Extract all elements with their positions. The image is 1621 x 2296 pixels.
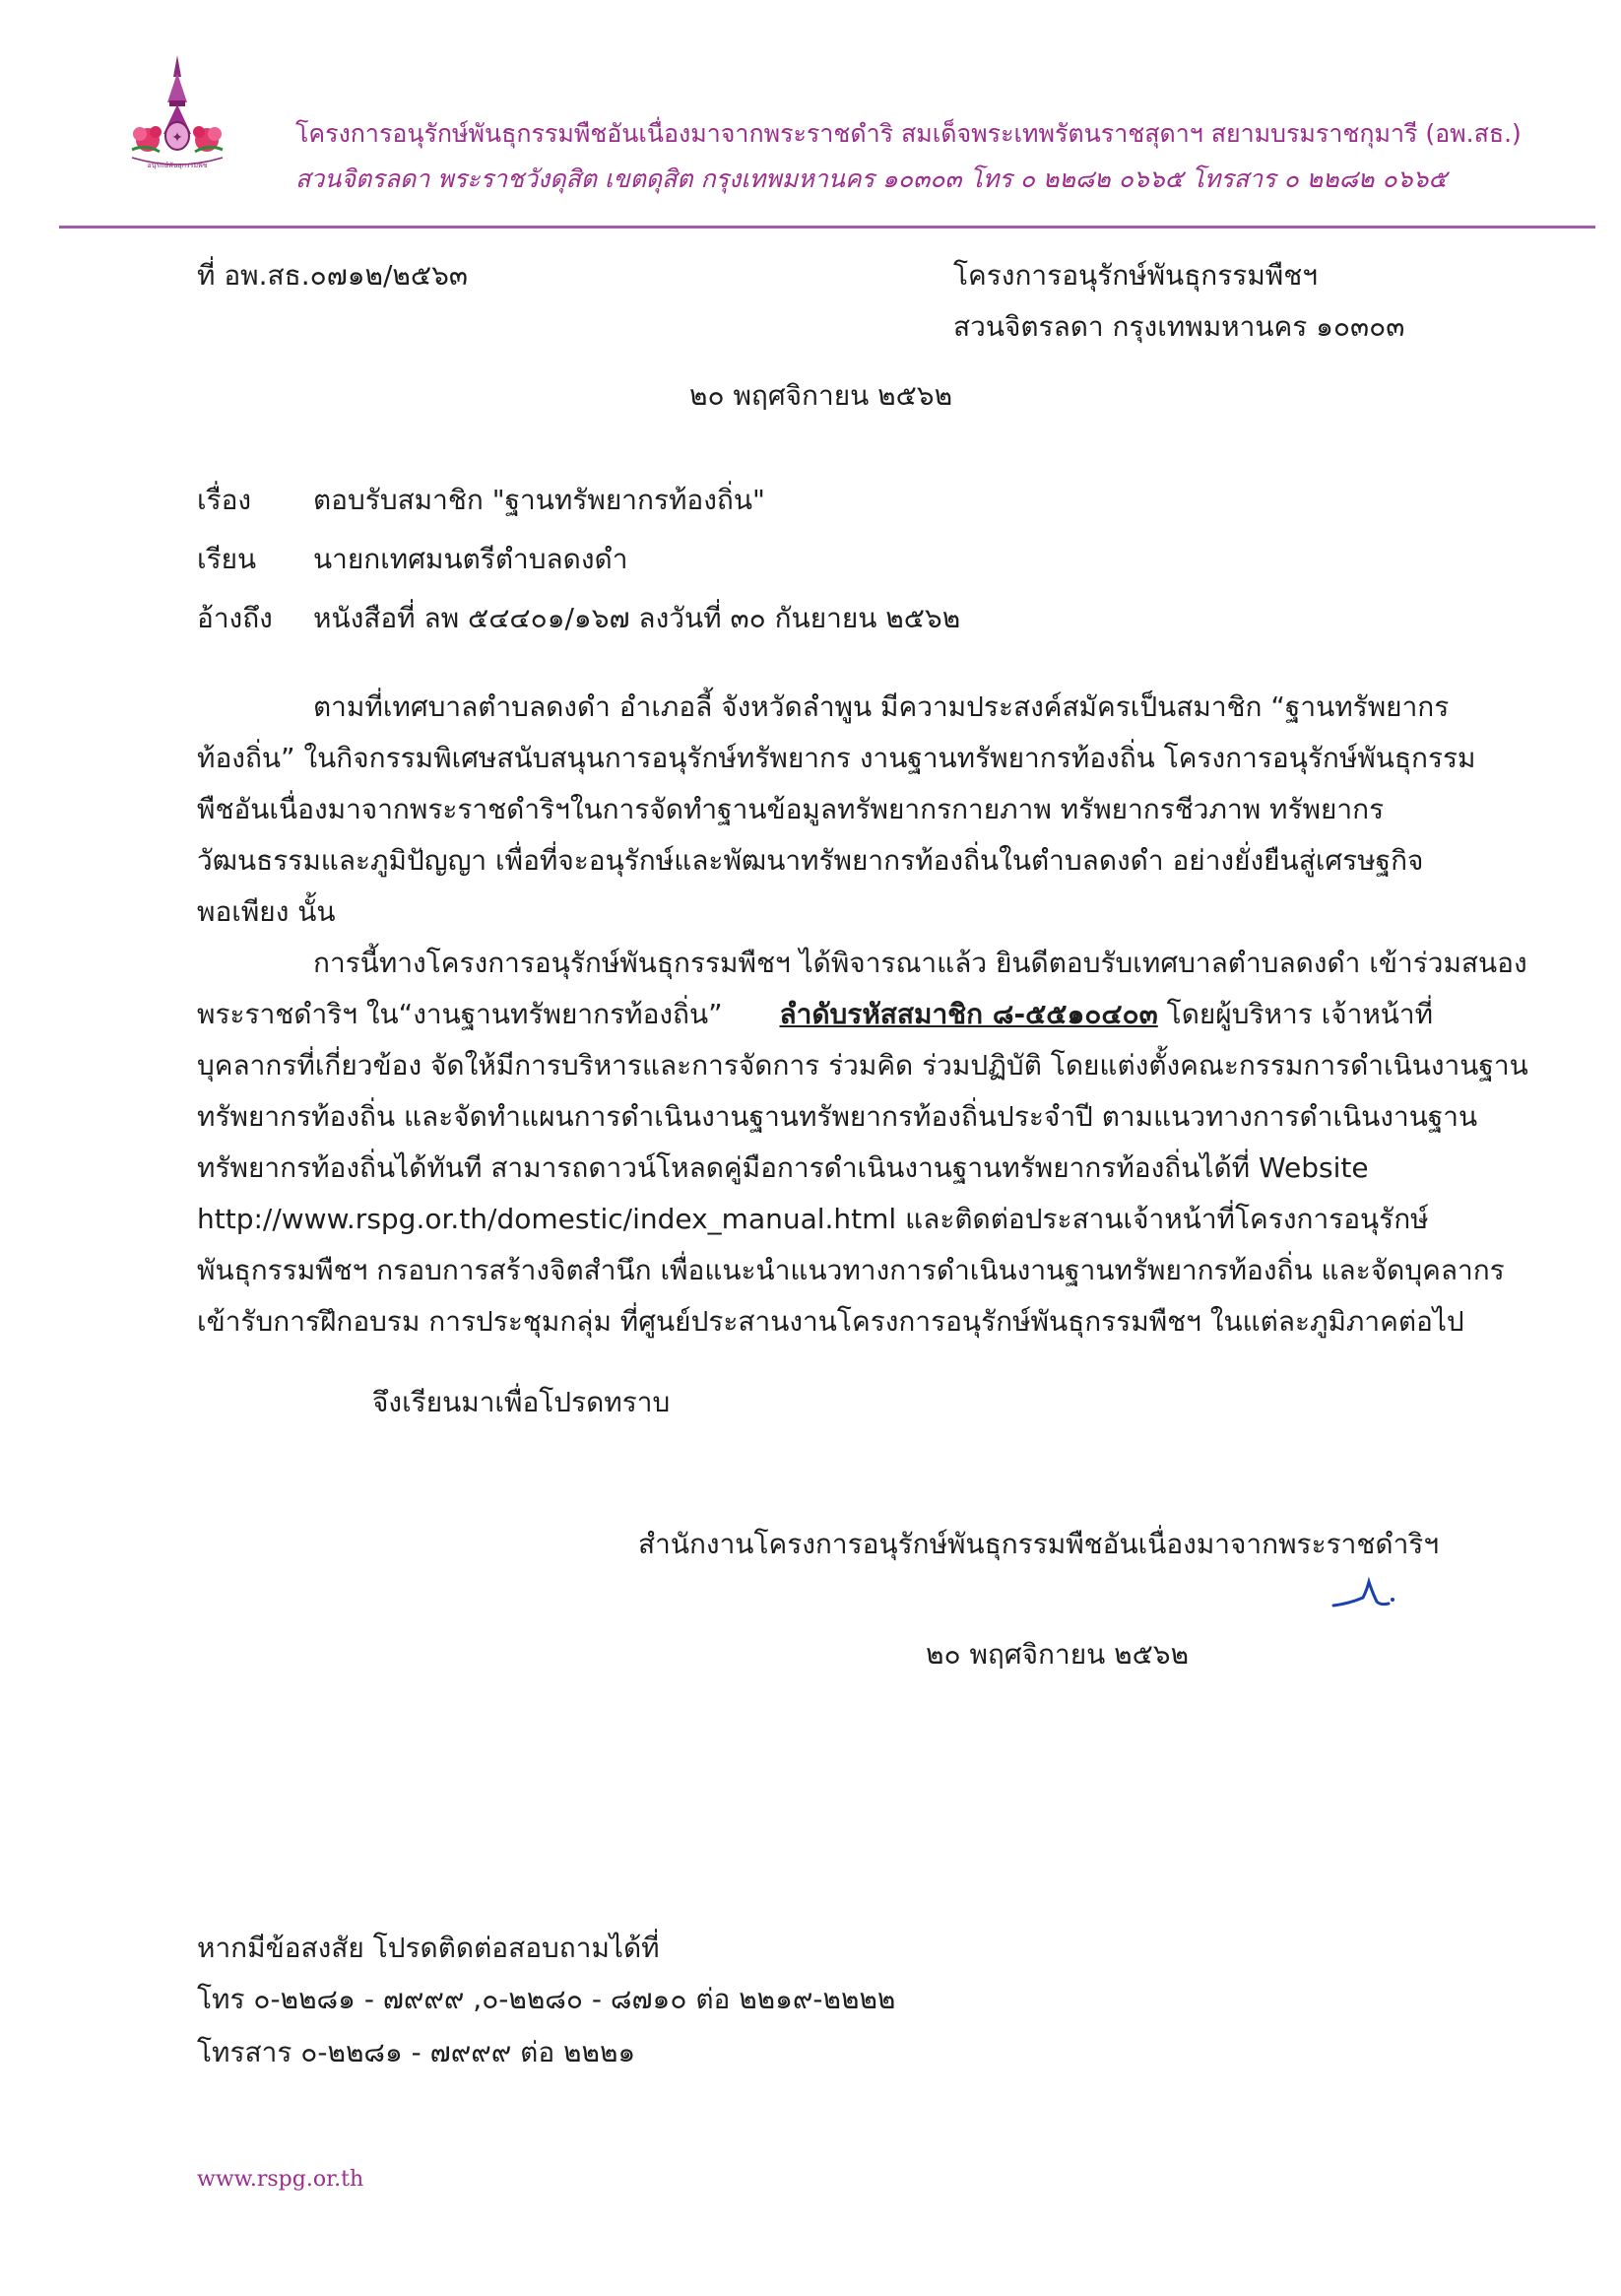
signature-date: ๒๐ พฤศจิกายน ๒๕๖๒ [926,1638,1190,1671]
para2-line [197,997,1433,1032]
contact-note: หากมีข้อสงสัย โปรดติดต่อสอบถามได้ที่ [197,1932,660,1964]
handwritten-signature [1329,1576,1398,1615]
para2-segment: โดยผู้บริหาร เจ้าหน้าที่ [1166,998,1434,1030]
contact-fax: โทรสาร ๐-๒๒๘๑ - ๗๙๙๙ ต่อ ๒๒๒๑ [197,2036,636,2068]
subject-text: ตอบรับสมาชิก "ฐานทรัพยากรท้องถิ่น" [313,484,765,516]
reference-number: ที่ อพ.สธ.๐๗๑๒/๒๕๖๓ [197,259,468,292]
recipient-text: นายกเทศมนตรีตำบลดงดำ [313,543,628,575]
recipient-label: เรียน [197,543,257,575]
para2-line: การนี้ทางโครงการอนุรักษ์พันธุกรรมพืชฯ ได้พิจารณาแล้ว ยินดีตอบรับเทศบาลตำบลดงดำ เข้าร่วมสนอง [313,947,1527,979]
signature-office: สำนักงานโครงการอนุรักษ์พันธุกรรมพืชอันเนื่องมาจากพระราชดำริฯ [638,1528,1440,1560]
para2-line: บุคลากรที่เกี่ยวข้อง จัดให้มีการบริหารและการจัดการ ร่วมคิด ร่วมปฏิบัติ โดยแต่งตั้งคณะกรรมการดำเนินงานฐาน [197,1049,1528,1082]
para2-line: ทรัพยากรท้องถิ่นได้ทันที สามารถดาวน์โหลดคู่มือการดำเนินงานฐานทรัพยากรท้องถิ่นได้ที่ Website [197,1151,1369,1184]
contact-phone: โทร ๐-๒๒๘๑ - ๗๙๙๙ ,๐-๒๒๘๐ - ๘๗๑๐ ต่อ ๒๒๑๙-๒๒๒๒ [197,1983,896,2015]
para1-line: พอเพียง นั้น [197,895,336,928]
reference-label: อ้างถึง [197,602,273,634]
letter-date: ๒๐ พฤศจิกายน ๒๕๖๒ [689,379,953,412]
para1-line: พืชอันเนื่องมาจากพระราชดำริฯในการจัดทำฐานข้อมูลทรัพยากรกายภาพ ทรัพยากรชีวภาพ ทรัพยากร [197,793,1385,825]
manual-link-line[interactable]: http://www.rspg.or.th/domestic/index_manual.html และติดต่อประสานเจ้าหน้าที่โครงการอนุรักษ์ [197,1203,1429,1235]
para2-line: ทรัพยากรท้องถิ่น และจัดทำแผนการดำเนินงานฐานทรัพยากรท้องถิ่นประจำปี ตามแนวทางการดำเนินงานฐาน [197,1100,1478,1133]
para1-line: ตามที่เทศบาลตำบลดงดำ อำเภอลี้ จังหวัดลำพูน มีความประสงค์สมัครเป็นสมาชิก “ฐานทรัพยากร [313,690,1450,723]
para1-line: ท้องถิ่น” ในกิจกรรมพิเศษสนับสนุนการอนุรักษ์ทรัพยากร งานฐานทรัพยากรท้องถิ่น โครงการอนุรักษ์พันธุกรรม [197,742,1476,774]
footer-website-link[interactable]: www.rspg.or.th [197,2167,364,2192]
closing-text: จึงเรียนมาเพื่อโปรดทราบ [372,1386,671,1418]
para2-line: พันธุกรรมพืชฯ กรอบการสร้างจิตสำนึก เพื่อแนะนำแนวทางการดำเนินงานฐานทรัพยากรท้องถิ่น และจัดบุคลากร [197,1254,1505,1286]
letterhead-divider [59,226,1595,229]
member-code: ลำดับรหัสสมาชิก ๘-๕๕๑๐๔๐๓ [779,998,1158,1030]
para2-segment: พระราชดำริฯ ใน“งานฐานทรัพยากรท้องถิ่น” [197,998,723,1030]
logo-caption: อนุรักษ์พันธุกรรมพืช [147,162,208,169]
reference-text: หนังสือที่ ลพ ๕๔๔๐๑/๑๖๗ ลงวันที่ ๓๐ กันยายน ๒๕๖๒ [313,602,961,634]
letterhead-line-2: สวนจิตรลดา พระราชวังดุสิต เขตดุสิต กรุงเทพมหานคร ๑๐๓๐๓ โทร ๐ ๒๒๘๒ ๐๖๖๕ โทรสาร ๐ ๒๒๘๒ ๐๖๖๕ [295,164,1448,193]
subject-label: เรื่อง [197,484,252,516]
letterhead-line-1: โครงการอนุรักษ์พันธุกรรมพืชอันเนื่องมาจากพระราชดำริ สมเด็จพระเทพรัตนราชสุดาฯ สยามบรมราชกุมารี (อพ.สธ.) [295,119,1522,148]
sender-line-2: สวนจิตรลดา กรุงเทพมหานคร ๑๐๓๐๓ [953,310,1405,343]
para1-line: วัฒนธรรมและภูมิปัญญา เพื่อที่จะอนุรักษ์และพัฒนาทรัพยากรท้องถิ่นในตำบลดงดำ อย่างยั่งยืนสู่เศรษฐกิจ [197,844,1424,877]
rspg-emblem-logo [126,55,228,171]
para2-line: เข้ารับการฝึกอบรม การประชุมกลุ่ม ที่ศูนย์ประสานงานโครงการอนุรักษ์พันธุกรรมพืชฯ ในแต่ละภูมิภาคต่อไป [197,1305,1464,1338]
svg-text:✦: ✦ [171,130,183,146]
sender-line-1: โครงการอนุรักษ์พันธุกรรมพืชฯ [953,259,1318,292]
